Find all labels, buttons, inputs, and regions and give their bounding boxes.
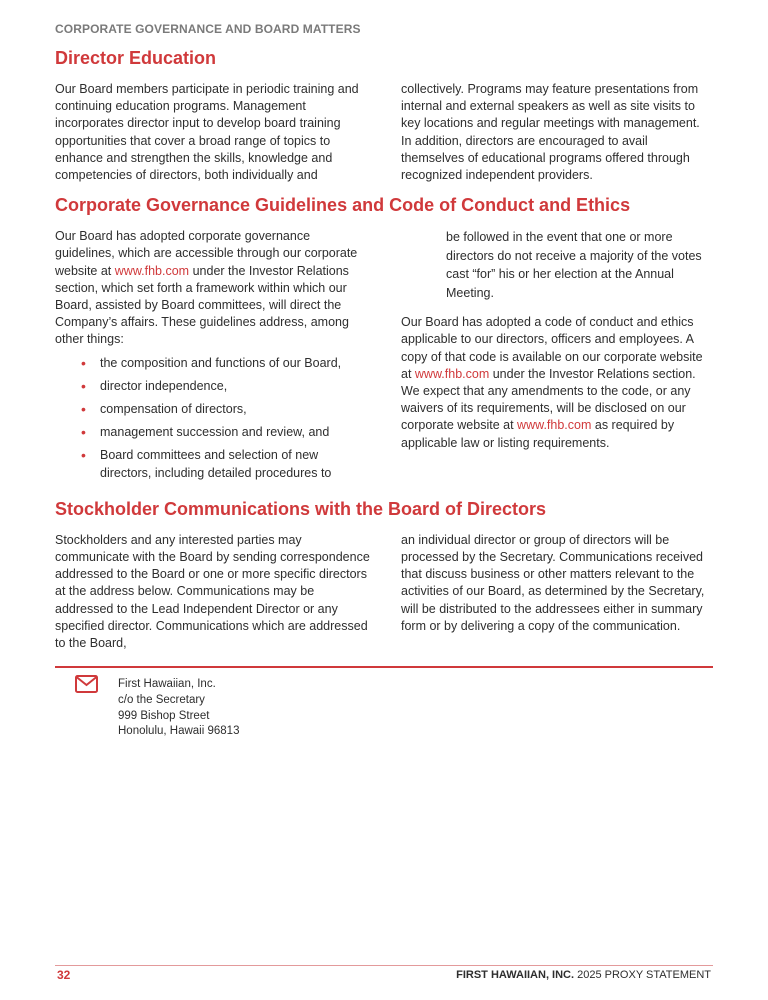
address-line: Honolulu, Hawaii 96813 <box>118 725 240 738</box>
paragraph <box>55 228 373 348</box>
footer-title <box>456 968 711 983</box>
bullet-list <box>55 355 373 482</box>
text: under the Investor Relations section. We expect that any amendments to the code, or any waivers of its requirements, will be disclosed on our corporate website at <box>401 366 696 433</box>
text: Our Board has adopted corporate governance guidelines, which are accessible through our corporate website at <box>55 229 358 278</box>
columns <box>55 228 713 488</box>
fhb-link[interactable]: www.fhb.com <box>414 366 490 381</box>
bullet-continuation: be followed in the event that one or more directors do not receive a majority of the votes cast “for” his or her election at the Annual Meeting. <box>446 230 702 300</box>
list-item: • management succession and review, and <box>100 424 373 441</box>
section-header: CORPORATE GOVERNANCE AND BOARD MATTERS <box>55 22 361 36</box>
paragraph <box>401 314 713 452</box>
columns <box>55 532 713 652</box>
columns <box>55 81 713 184</box>
fhb-link[interactable]: www.fhb.com <box>114 263 190 278</box>
company-name: FIRST HAWAIIAN, INC. <box>456 969 575 981</box>
address-block <box>55 668 713 740</box>
list-item: • the composition and functions of our Board, <box>100 355 373 372</box>
list-item: • Board committees and selection of new directors, including detailed procedures to <box>100 447 373 481</box>
paragraph: an individual director or group of directors will be processed by the Secretary. Communications received that discuss business or other matters relevant to the activities of our Board, as determined by the Secretary, will be distributed to the addressees either in summary form or by delivering a copy of the communication. <box>401 532 705 633</box>
content <box>55 21 713 740</box>
section-guidelines <box>55 194 713 488</box>
list-item: • compensation of directors, <box>100 401 373 418</box>
page-number: 32 <box>57 968 71 982</box>
text: as required by applicable law or listing requirements. <box>401 418 675 450</box>
fhb-link[interactable]: www.fhb.com <box>517 418 592 433</box>
heading-guidelines: Corporate Governance Guidelines and Code of Conduct and Ethics <box>55 195 631 216</box>
address-line: First Hawaiian, Inc. <box>118 678 216 691</box>
address-line: c/o the Secretary <box>118 693 205 706</box>
heading-director-education: Director Education <box>55 48 217 68</box>
document-name: 2025 PROXY STATEMENT <box>577 969 711 981</box>
section-director-education <box>55 47 713 184</box>
mailing-address <box>118 677 713 740</box>
text: under the Investor Relations section, which set forth a framework within which our Board, assisted by Board committees, will direct the Company’s affairs. These guidelines address, among other things: <box>55 263 349 347</box>
footer-divider <box>55 965 713 966</box>
address-line: 999 Bishop Street <box>118 709 210 722</box>
paragraph: collectively. Programs may feature presentations from internal and external speakers as well as site visits to key locations and regular meetings with management. In addition, directors are encouraged to avail themselves of educational programs offered through recognized independent providers. <box>401 82 700 183</box>
mail-icon <box>75 675 98 693</box>
text: Our Board has adopted a code of conduct and ethics applicable to our directors, officers and employees. A copy of that code is available on our corporate website at <box>401 315 703 381</box>
list-item: • director independence, <box>100 378 373 395</box>
heading-stockholder-communications: Stockholder Communications with the Board of Directors <box>55 498 547 519</box>
paragraph: Stockholders and any interested parties may communicate with the Board by sending correspondence addressed to the Board or one or more specific directors at the address below. Communications may be addressed to the Lead Independent Director or any specified director. Communications which are addressed to the Board, <box>55 532 370 651</box>
section-stockholder-communications <box>55 498 713 652</box>
paragraph: Our Board members participate in periodic training and continuing education programs. Management incorporates director input to develop board training opportunities that cover a broad range of topics to enhance and strengthen the skills, knowledge and competencies of directors, both individually and <box>55 82 359 183</box>
